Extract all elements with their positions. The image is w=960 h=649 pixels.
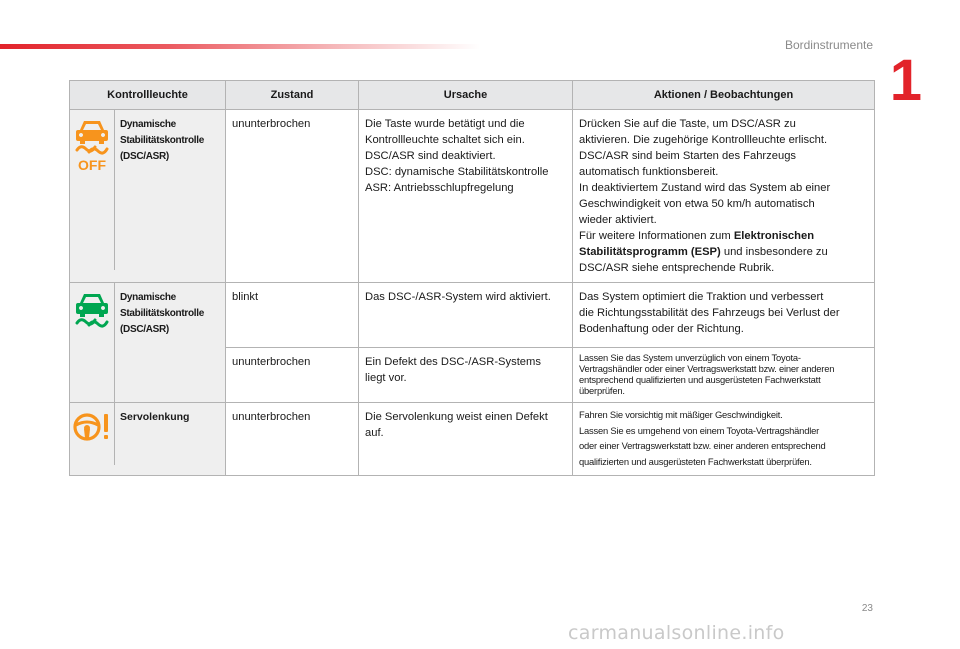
aktionen-line: oder einer Vertragswerkstatt bzw. einer anderen entsprechend <box>579 440 826 451</box>
aktionen-reference-line <box>579 244 868 260</box>
aktionen-line: In deaktiviertem Zustand wird das System ab einer <box>579 182 831 194</box>
lamp-cell <box>70 403 226 476</box>
aktionen-line: Vertragshändler oder einer Vertragswerkstatt bzw. einer anderen <box>579 363 835 374</box>
aktionen-line: wieder aktiviert. <box>579 214 657 226</box>
power-steering-warning-icon <box>72 409 112 445</box>
aktionen-line: entsprechend qualifizierten und ausgerüsteten Fachwerkstatt <box>579 374 821 385</box>
zustand-cell: ununterbrochen <box>226 110 359 283</box>
ursache-line: ASR: Antriebsschlupfregelung <box>365 182 514 194</box>
page-number: 23 <box>861 603 873 614</box>
lamp-label-line: (DSC/ASR) <box>120 324 169 335</box>
ursache-line: Ein Defekt des DSC-/ASR-Systems <box>365 356 541 368</box>
ursache-line: Die Servolenkung weist einen Defekt <box>365 411 548 423</box>
ursache-cell <box>359 403 573 476</box>
aktionen-line: qualifizierten und ausgerüsteten Fachwerkstatt überprüfen. <box>579 455 812 467</box>
aktionen-line: überprüfen. <box>579 385 625 396</box>
aktionen-line: DSC/ASR siehe entsprechende Rubrik. <box>579 262 775 274</box>
aktionen-cell <box>573 283 875 348</box>
aktionen-line: die Richtungsstabilität des Fahrzeugs bei Verlust der <box>579 307 840 319</box>
aktionen-line: DSC/ASR sind beim Starten des Fahrzeugs <box>579 150 797 162</box>
traction-control-icon <box>73 289 111 329</box>
reference-prefix: Für weitere Informationen zum <box>579 230 731 242</box>
column-header-ursache: Ursache <box>359 81 573 110</box>
lamp-cell <box>70 283 226 403</box>
ursache-cell <box>359 110 573 283</box>
lamp-label-line: Dynamische <box>120 119 176 130</box>
table-row <box>70 110 875 283</box>
chapter-number: 1 <box>889 48 922 113</box>
aktionen-line: Fahren Sie vorsichtig mit mäßiger Geschwindigkeit. <box>579 409 783 420</box>
zustand-cell: ununterbrochen <box>226 403 359 476</box>
lamp-label-line: Dynamische <box>120 292 176 303</box>
aktionen-cell <box>573 403 875 476</box>
ursache-line: DSC: dynamische Stabilitätskontrolle <box>365 166 549 178</box>
column-header-aktionen: Aktionen / Beobachtungen <box>573 81 875 110</box>
ursache-line: Kontrollleuchte schaltet sich ein. <box>365 134 525 146</box>
section-title: Bordinstrumente <box>784 38 873 52</box>
ursache-cell <box>359 283 573 348</box>
lamp-label-line: Stabilitätskontrolle <box>120 135 205 146</box>
column-header-zustand: Zustand <box>226 81 359 110</box>
traction-control-off-icon <box>73 116 111 172</box>
ursache-line: Die Taste wurde betätigt und die <box>365 118 525 130</box>
watermark: carmanualsonline.info <box>568 622 785 644</box>
lamp-label: Servolenkung <box>120 411 190 423</box>
table-header-row <box>70 81 875 110</box>
lamp-cell <box>70 110 226 283</box>
aktionen-line: Das System optimiert die Traktion und verbessert <box>579 291 824 303</box>
aktionen-cell <box>573 348 875 403</box>
reference-link-text: Elektronischen <box>733 230 815 242</box>
header-accent-bar <box>0 44 480 49</box>
aktionen-reference-line <box>579 228 868 244</box>
zustand-cell: blinkt <box>226 283 359 348</box>
aktionen-line: Geschwindigkeit von etwa 50 km/h automatisch <box>579 198 815 210</box>
aktionen-line: Bodenhaftung oder der Richtung. <box>579 323 744 335</box>
aktionen-cell <box>573 110 875 283</box>
zustand-cell: ununterbrochen <box>226 348 359 403</box>
ursache-line: DSC/ASR sind deaktiviert. <box>365 150 496 162</box>
lamp-label-line: Stabilitätskontrolle <box>120 308 205 319</box>
reference-suffix: und insbesondere zu <box>723 246 828 258</box>
table-row <box>70 403 875 476</box>
warning-lights-table <box>69 80 875 476</box>
lamp-label-line: (DSC/ASR) <box>120 151 169 162</box>
reference-link-text: Stabilitätsprogramm (ESP) <box>579 246 721 258</box>
ursache-line: liegt vor. <box>365 372 407 384</box>
aktionen-line: Lassen Sie das System unverzüglich von einem Toyota- <box>579 352 801 363</box>
ursache-line: Das DSC-/ASR-System wird aktiviert. <box>365 291 551 303</box>
aktionen-line: automatisch funktionsbereit. <box>579 166 719 178</box>
aktionen-line: Drücken Sie auf die Taste, um DSC/ASR zu <box>579 118 796 130</box>
ursache-cell <box>359 348 573 403</box>
aktionen-line: Lassen Sie es umgehend von einem Toyota-Vertragshändler <box>579 424 820 436</box>
column-header-kontrollleuchte: Kontrollleuchte <box>70 81 226 110</box>
table-row <box>70 283 875 348</box>
icon-off-text: OFF <box>78 157 106 172</box>
aktionen-line: aktivieren. Die zugehörige Kontrollleuchte erlischt. <box>579 134 828 146</box>
ursache-line: auf. <box>365 427 384 439</box>
